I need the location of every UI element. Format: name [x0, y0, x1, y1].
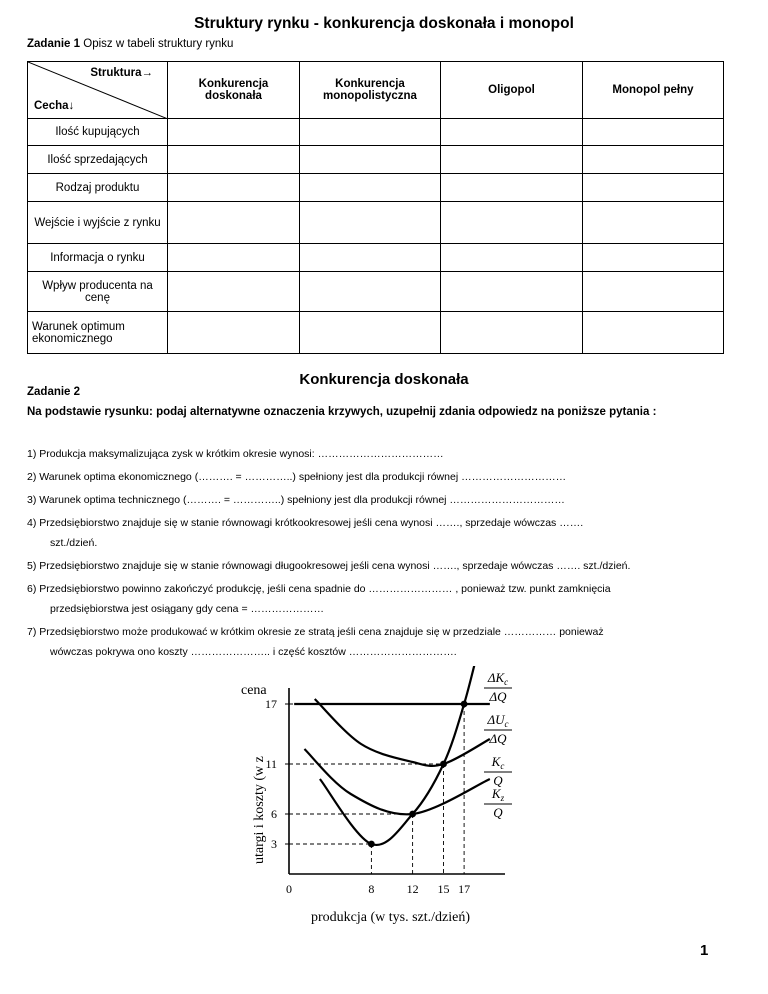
- column-header: Konkurencja doskonała: [168, 62, 300, 119]
- answer-cell[interactable]: [300, 202, 441, 244]
- y-tick-label: 6: [271, 807, 277, 821]
- answer-cell[interactable]: [168, 119, 300, 146]
- answer-cell[interactable]: [583, 244, 724, 272]
- y-tick-label: 3: [271, 837, 277, 851]
- page-title: Struktury rynku - konkurencja doskonała i monopol: [194, 15, 574, 32]
- task1-heading: [27, 38, 233, 50]
- task1-text: Opisz w tabeli struktury rynku: [83, 38, 234, 50]
- question-7-cont: wówczas pokrywa ono koszty ………………….. i część kosztów ………………………….: [50, 646, 457, 658]
- legend-denominator: ΔQ: [489, 689, 507, 704]
- question-2: 2) Warunek optima ekonomicznego (………. = …………..) spełniony jest dla produkcji równej …………………………: [27, 471, 567, 483]
- answer-cell[interactable]: [300, 312, 441, 354]
- x-axis-label: produkcja (w tys. szt./dzień): [311, 910, 471, 925]
- answer-cell[interactable]: [583, 146, 724, 174]
- marginal-cost-curve: [320, 666, 480, 845]
- table-row: [28, 202, 724, 244]
- answer-cell[interactable]: [441, 272, 583, 312]
- page-number: 1: [700, 942, 709, 959]
- legend-numerator: $K_c$: [491, 754, 505, 771]
- cost-curves-chart: [230, 666, 530, 931]
- column-header: Monopol pełny: [583, 62, 724, 119]
- table-row: [28, 272, 724, 312]
- legend-denominator: Q: [493, 773, 503, 788]
- question-5: 5) Przedsiębiorstwo znajduje się w stanie równowagi długookresowej jeśli cena wynosi ……., sprzedaje wówczas ……. szt./dzień.: [27, 560, 631, 572]
- data-point: [461, 701, 468, 708]
- answer-cell[interactable]: [300, 174, 441, 202]
- table-row: [28, 119, 724, 146]
- header-cecha: Cecha↓: [34, 100, 75, 112]
- data-point: [440, 761, 447, 768]
- header-diagonal-cell: [28, 62, 168, 119]
- question-6-cont: przedsiębiorstwa jest osiągany gdy cena = …………………: [50, 603, 324, 615]
- table-row: [28, 174, 724, 202]
- answer-cell[interactable]: [168, 174, 300, 202]
- data-point: [409, 811, 416, 818]
- task1-label: Zadanie 1: [27, 38, 81, 50]
- answer-cell[interactable]: [583, 174, 724, 202]
- x-tick-label: 12: [406, 882, 419, 896]
- row-label: Informacja o rynku: [28, 244, 168, 272]
- answer-cell[interactable]: [300, 146, 441, 174]
- answer-cell[interactable]: [441, 202, 583, 244]
- question-4-cont: szt./dzień.: [50, 537, 98, 549]
- y-axis-title: cena: [241, 683, 267, 698]
- legend-subscript: c: [504, 719, 509, 729]
- x-tick-label: 15: [437, 882, 450, 896]
- table-row: [28, 146, 724, 174]
- task2-instruction: Na podstawie rysunku: podaj alternatywne oznaczenia krzywych, uzupełnij zdania odpowiedz na poniższe pytania :: [27, 406, 657, 418]
- question-6: 6) Przedsiębiorstwo powinno zakończyć produkcję, jeśli cena spadnie do …………………… , ponieważ tzw. punkt zamknięcia: [27, 583, 611, 595]
- row-label: Wejście i wyjście z rynku: [28, 202, 168, 244]
- legend-numerator: $K_z$: [491, 786, 505, 803]
- market-structures-table: [27, 61, 724, 354]
- task2-label: Zadanie 2: [27, 386, 81, 398]
- answer-cell[interactable]: [168, 244, 300, 272]
- column-header: Oligopol: [441, 62, 583, 119]
- section-title: Konkurencja doskonała: [299, 371, 469, 388]
- answer-cell[interactable]: [583, 202, 724, 244]
- answer-cell[interactable]: [300, 119, 441, 146]
- answer-cell[interactable]: [583, 119, 724, 146]
- question-1: 1) Produkcja maksymalizująca zysk w krótkim okresie wynosi: ………………………………: [27, 448, 444, 460]
- answer-cell[interactable]: [441, 312, 583, 354]
- row-label: Warunek optimum ekonomicznego: [28, 312, 168, 354]
- data-point: [368, 841, 375, 848]
- answer-cell[interactable]: [168, 312, 300, 354]
- row-label: Ilość kupujących: [28, 119, 168, 146]
- table-row: [28, 244, 724, 272]
- answer-cell[interactable]: [168, 146, 300, 174]
- question-4: 4) Przedsiębiorstwo znajduje się w stanie równowagi krótkookresowej jeśli cena wynosi ……., sprzedaje wówczas …….: [27, 517, 584, 529]
- y-tick-label: 11: [265, 757, 277, 771]
- y-tick-label: 17: [265, 697, 277, 711]
- question-7: 7) Przedsiębiorstwo może produkować w krótkim okresie ze stratą jeśli cena znajduje się w przedziale …………… ponieważ: [27, 626, 604, 638]
- legend-numerator: $\Delta U_c$: [487, 712, 509, 729]
- x-tick-label: 0: [286, 882, 292, 896]
- answer-cell[interactable]: [441, 244, 583, 272]
- answer-cell[interactable]: [441, 119, 583, 146]
- legend-denominator: Q: [493, 805, 503, 820]
- row-label: Ilość sprzedających: [28, 146, 168, 174]
- column-header: Konkurencja monopolistyczna: [300, 62, 441, 119]
- answer-cell[interactable]: [300, 244, 441, 272]
- answer-cell[interactable]: [168, 202, 300, 244]
- legend-subscript: c: [500, 761, 505, 771]
- header-struktura: Struktura→: [90, 67, 153, 79]
- question-3: 3) Warunek optima technicznego (………. = …………..) spełniony jest dla produkcji równej ……………………………: [27, 494, 565, 506]
- legend-subscript: c: [504, 677, 509, 687]
- x-tick-label: 17: [458, 882, 471, 896]
- legend-numerator: $\Delta K_c$: [487, 670, 509, 687]
- answer-cell[interactable]: [583, 312, 724, 354]
- table-row: [28, 312, 724, 354]
- x-tick-label: 8: [368, 882, 375, 896]
- y-axis-label: utargi i koszty (w z: [252, 756, 267, 864]
- legend-subscript: z: [500, 793, 505, 803]
- legend-denominator: ΔQ: [489, 731, 507, 746]
- row-label: Rodzaj produktu: [28, 174, 168, 202]
- table-header-row: [28, 62, 724, 119]
- answer-cell[interactable]: [168, 272, 300, 312]
- answer-cell[interactable]: [441, 146, 583, 174]
- answer-cell[interactable]: [300, 272, 441, 312]
- row-label: Wpływ producenta na cenę: [28, 272, 168, 312]
- answer-cell[interactable]: [583, 272, 724, 312]
- answer-cell[interactable]: [441, 174, 583, 202]
